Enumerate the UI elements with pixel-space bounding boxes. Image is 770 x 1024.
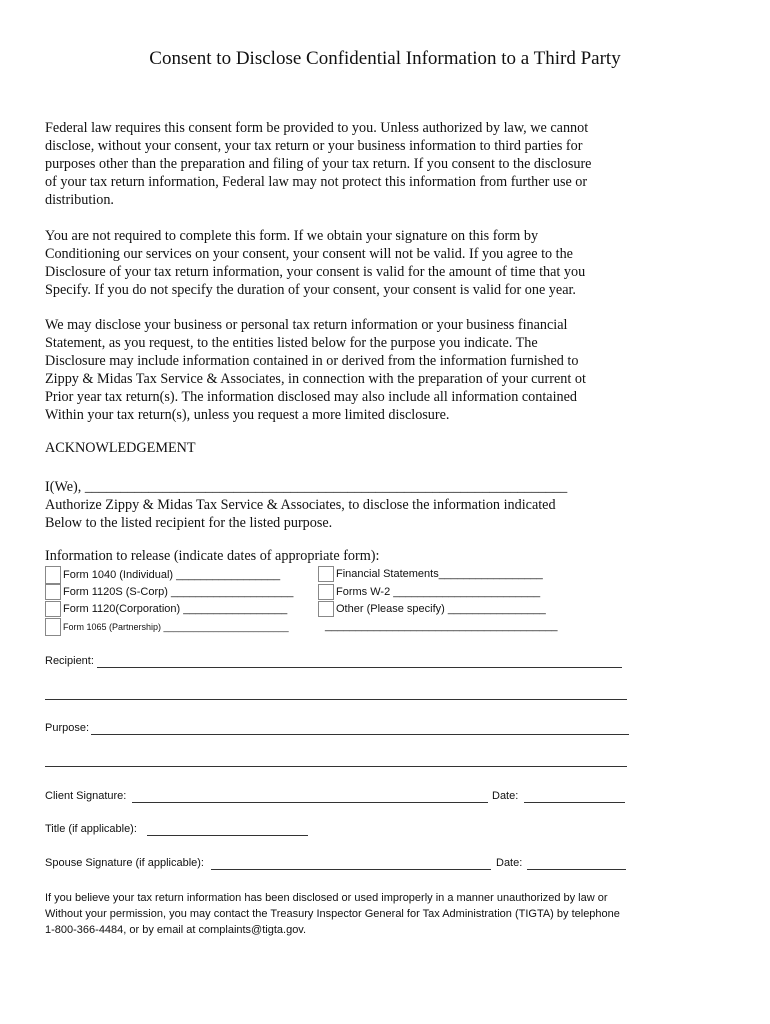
form-1120-option[interactable] <box>45 601 287 617</box>
tigta-notice <box>45 890 620 938</box>
acknowledgement-heading: ACKNOWLEDGEMENT <box>45 440 196 456</box>
checkbox-forms-w2[interactable] <box>318 584 334 600</box>
recipient-input-line-2[interactable] <box>45 699 627 700</box>
text-line: If you believe your tax return information has been disclosed or used improperly in a manner unauthorized by law or <box>45 892 608 904</box>
checkbox-form-1120[interactable] <box>45 601 61 617</box>
forms-w2-option[interactable] <box>318 584 540 600</box>
text-line: of your tax return information, Federal law may not protect this information from further use or <box>45 174 588 190</box>
text-line: distribution. <box>45 192 114 208</box>
text-line: 1-800-366-4484, or by email at complaints@tigta.gov. <box>45 924 307 936</box>
checkbox-form-1065[interactable] <box>45 618 61 636</box>
text-line: disclose, without your consent, your tax return or your business information to third parties for <box>45 138 583 154</box>
form-1120s-label: Form 1120S (S-Corp) ____________________ <box>63 586 294 598</box>
checkbox-other[interactable] <box>318 601 334 617</box>
text-line: Federal law requires this consent form be provided to you. Unless authorized by law, we cannot <box>45 120 589 136</box>
spouse-signature-input[interactable] <box>211 869 491 870</box>
recipient-input[interactable] <box>97 667 622 668</box>
form-1120s-option[interactable] <box>45 584 293 600</box>
text-line: Disclosure of your tax return information, your consent is valid for the amount of time that you <box>45 264 586 280</box>
checkbox-financial-statements[interactable] <box>318 566 334 582</box>
recipient-label: Recipient: <box>45 655 94 667</box>
text-line: Disclosure may include information contained in or derived from the information furnished to <box>45 353 579 369</box>
page-title: Consent to Disclose Confidential Information to a Third Party <box>149 48 621 69</box>
text-line: Within your tax return(s), unless you request a more limited disclosure. <box>45 407 450 423</box>
form-1065-option[interactable] <box>45 618 289 636</box>
financial-statements-label: Financial Statements_________________ <box>336 568 543 580</box>
other-option[interactable] <box>318 601 546 617</box>
text-line: Authorize Zippy & Midas Tax Service & Associates, to disclose the information indicated <box>45 497 556 513</box>
text-line: Specify. If you do not specify the duration of your consent, your consent is valid for one year. <box>45 282 576 298</box>
checkbox-form-1040[interactable] <box>45 566 61 584</box>
forms-w2-label: Forms W-2 ________________________ <box>336 586 541 598</box>
text-line: Below to the listed recipient for the listed purpose. <box>45 515 333 531</box>
purpose-input[interactable] <box>91 734 629 735</box>
spouse-date-label: Date: <box>496 857 523 869</box>
text-line: We may disclose your business or personal tax return information or your business financial <box>45 317 568 333</box>
form-1040-label: Form 1040 (Individual) _________________ <box>63 569 281 581</box>
spouse-date-input[interactable] <box>527 869 626 870</box>
client-date-label: Date: <box>492 790 519 802</box>
authorization-block <box>45 478 567 532</box>
text-line: Prior year tax return(s). The information disclosed may also include all information contained <box>45 389 578 405</box>
form-1040-option[interactable] <box>45 566 280 584</box>
title-input[interactable] <box>147 835 308 836</box>
spouse-signature-label: Spouse Signature (if applicable): <box>45 857 204 869</box>
text-line: You are not required to complete this form. If we obtain your signature on this form by <box>45 228 539 244</box>
form-1120-label: Form 1120(Corporation) _________________ <box>63 603 288 615</box>
text-line: Conditioning our services on your consent, your consent will not be valid. If you agree to the <box>45 246 573 262</box>
iwe-name-field[interactable]: I(We), ____________________________________________________________________ <box>45 479 568 495</box>
paragraph-may-disclose <box>45 316 645 424</box>
purpose-input-line-2[interactable] <box>45 766 627 767</box>
title-label: Title (if applicable): <box>45 823 137 835</box>
client-signature-input[interactable] <box>132 802 488 803</box>
financial-statements-option[interactable] <box>318 566 543 582</box>
paragraph-not-required <box>45 227 645 299</box>
purpose-label: Purpose: <box>45 722 90 734</box>
text-line: purposes other than the preparation and filing of your tax return. If you consent to the disclosure <box>45 156 592 172</box>
text-line: Zippy & Midas Tax Service & Associates, in connection with the preparation of your current ot <box>45 371 586 387</box>
form-1065-label: Form 1065 (Partnership) _________________________ <box>63 622 289 632</box>
text-line: Without your permission, you may contact the Treasury Inspector General for Tax Administration (TIGTA) by telephone <box>45 908 620 920</box>
client-date-input[interactable] <box>524 802 625 803</box>
other-specify-blank[interactable]: ______________________________________ <box>325 620 558 632</box>
other-label: Other (Please specify) ________________ <box>336 603 546 615</box>
text-line: Statement, as you request, to the entities listed below for the purpose you indicate. The <box>45 335 538 351</box>
client-signature-label: Client Signature: <box>45 790 127 802</box>
checkbox-form-1120s[interactable] <box>45 584 61 600</box>
paragraph-consent-intro <box>45 119 645 209</box>
other-specify-line[interactable] <box>325 620 557 632</box>
info-release-heading: Information to release (indicate dates of appropriate form): <box>45 548 380 564</box>
